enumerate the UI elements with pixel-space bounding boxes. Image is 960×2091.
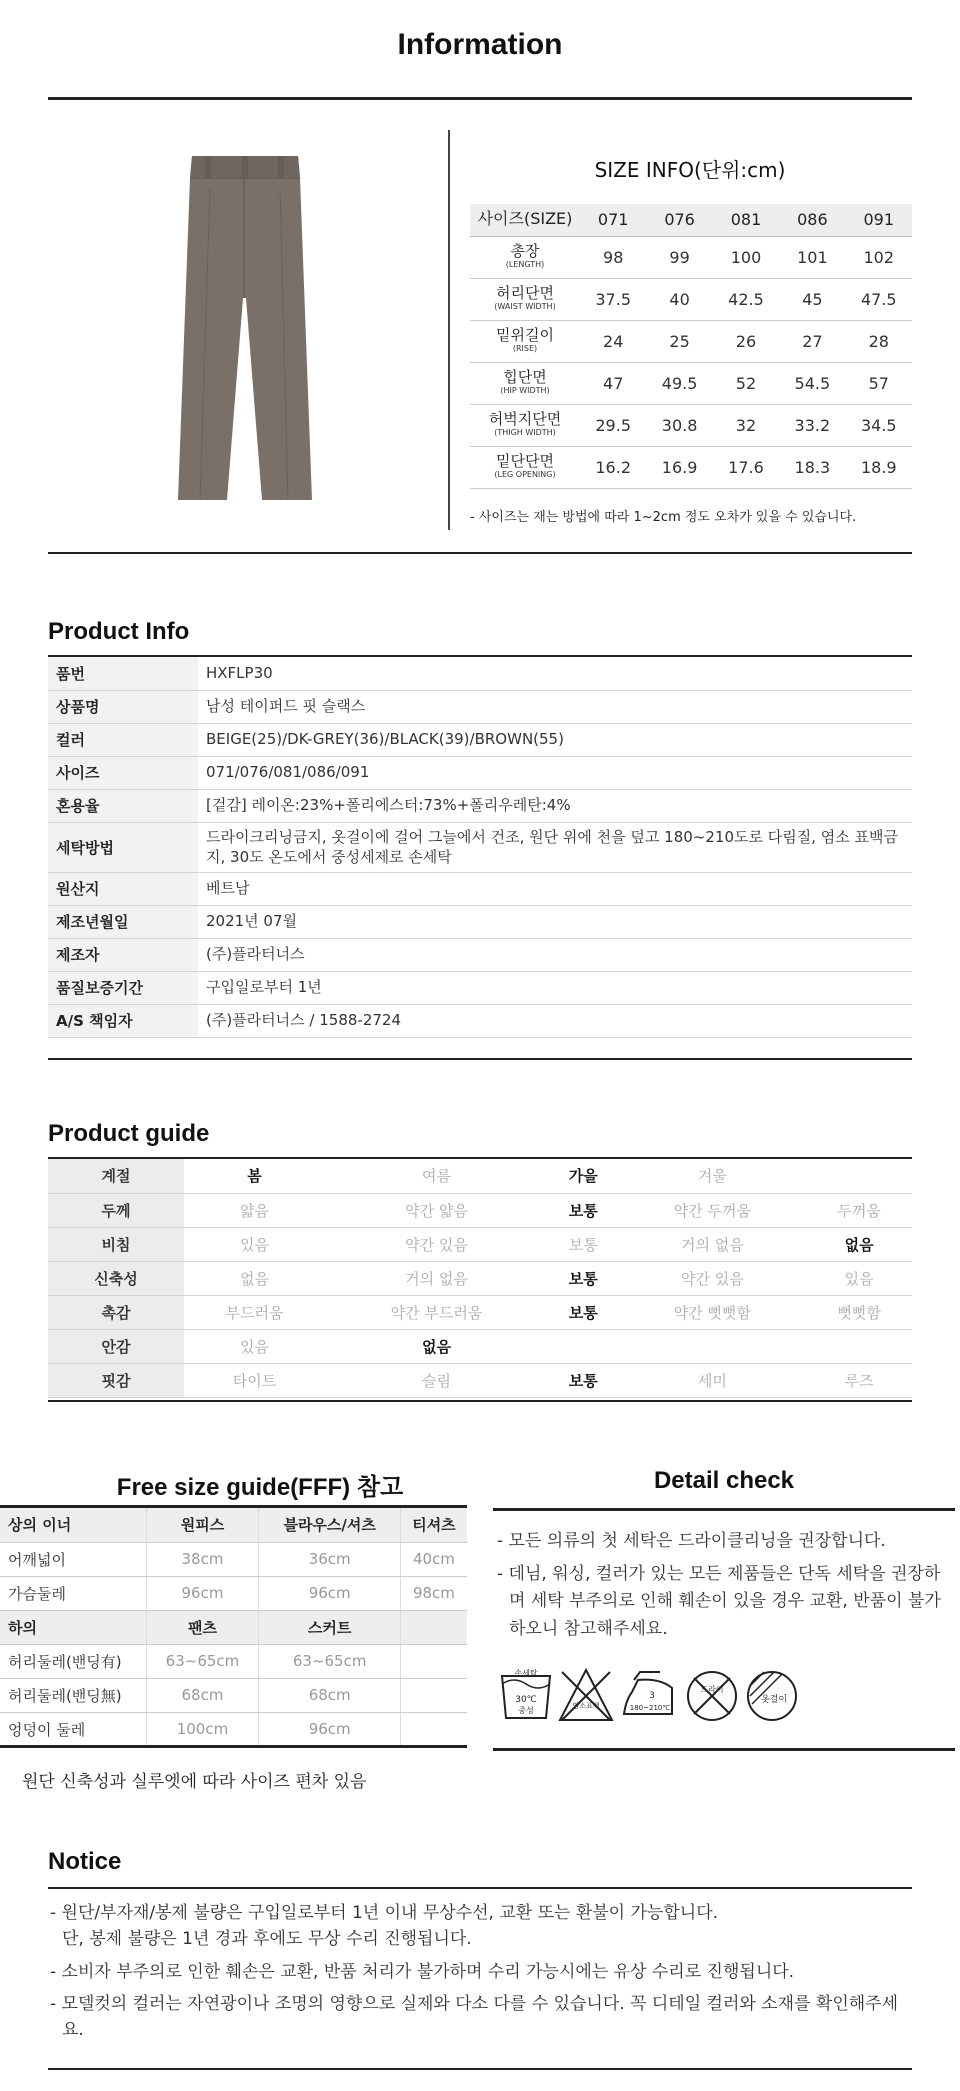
size-cell: 16.2 bbox=[580, 446, 646, 488]
guide-option: 보통 bbox=[548, 1227, 618, 1261]
iron-temp: 180~210℃ bbox=[629, 1704, 671, 1712]
free-size-cell: 티셔츠 bbox=[400, 1508, 467, 1542]
free-size-cell: 68cm bbox=[259, 1678, 400, 1712]
size-note: - 사이즈는 재는 방법에 따라 1~2cm 정도 오차가 있을 수 있습니다. bbox=[470, 510, 857, 525]
size-label-kr: 힙단면 bbox=[503, 368, 547, 387]
guide-option: 있음 bbox=[184, 1329, 325, 1363]
free-size-key: 하의 bbox=[0, 1610, 146, 1644]
detail-check-text bbox=[495, 1528, 955, 1649]
size-cell: 99 bbox=[646, 236, 712, 278]
size-label-en: (RISE) bbox=[512, 344, 538, 354]
guide-option: 슬림 bbox=[325, 1363, 548, 1397]
no-dry-label: 드라이 bbox=[700, 1685, 724, 1694]
size-label-kr: 총장 bbox=[510, 242, 540, 261]
guide-option: 타이트 bbox=[184, 1363, 325, 1397]
free-size-title: Free size guide(FFF) 참고 bbox=[116, 1474, 404, 1501]
info-row bbox=[48, 872, 912, 905]
size-row bbox=[470, 362, 912, 404]
shade-dry-label: 옷걸이 bbox=[760, 1695, 788, 1705]
free-size-cell: 100cm bbox=[146, 1712, 259, 1746]
guide-option: 약간 뻣뻣함 bbox=[618, 1295, 806, 1329]
size-cell: 98 bbox=[580, 236, 646, 278]
guide-option bbox=[806, 1159, 912, 1193]
free-size-cell: 96cm bbox=[259, 1576, 400, 1610]
divider bbox=[48, 2068, 912, 2070]
hand-wash-sub: 중성 bbox=[518, 1706, 534, 1715]
size-col: 076 bbox=[646, 204, 712, 236]
guide-option: 가을 bbox=[548, 1159, 618, 1193]
free-size-row bbox=[0, 1610, 467, 1644]
guide-row bbox=[48, 1295, 912, 1329]
info-row bbox=[48, 789, 912, 822]
free-size-key: 허리둘레(밴딩無) bbox=[0, 1678, 146, 1712]
guide-option bbox=[806, 1329, 912, 1363]
free-size-cell: 96cm bbox=[259, 1712, 400, 1746]
info-row bbox=[48, 1004, 912, 1037]
guide-option: 부드러움 bbox=[184, 1295, 325, 1329]
free-size-cell: 63~65cm bbox=[259, 1644, 400, 1678]
info-value: 2021년 07월 bbox=[198, 905, 912, 938]
product-info-title: Product Info bbox=[48, 618, 190, 645]
care-icons bbox=[500, 1666, 800, 1726]
size-col: 071 bbox=[580, 204, 646, 236]
free-size-key: 허리둘레(밴딩有) bbox=[0, 1644, 146, 1678]
free-size-cell bbox=[400, 1678, 467, 1712]
guide-option: 두꺼움 bbox=[806, 1193, 912, 1227]
size-label-kr: 밑단단면 bbox=[496, 452, 554, 471]
product-guide-title: Product guide bbox=[48, 1120, 210, 1147]
divider bbox=[48, 97, 912, 100]
info-key: 원산지 bbox=[48, 872, 198, 905]
divider bbox=[493, 1748, 955, 1751]
free-size-row bbox=[0, 1542, 467, 1576]
guide-option: 약간 두꺼움 bbox=[618, 1193, 806, 1227]
free-size-cell: 원피스 bbox=[146, 1508, 259, 1542]
vertical-divider bbox=[448, 130, 450, 530]
notice-item: - 원단/부자재/봉제 불량은 구입일로부터 1년 이내 무상수선, 교환 또는 환불이 가능합니다. bbox=[50, 1903, 719, 1923]
size-cell: 28 bbox=[846, 320, 912, 362]
info-row bbox=[48, 905, 912, 938]
divider bbox=[48, 1400, 912, 1402]
guide-option: 거의 없음 bbox=[325, 1261, 548, 1295]
free-size-cell: 96cm bbox=[146, 1576, 259, 1610]
size-cell: 45 bbox=[779, 278, 845, 320]
size-row bbox=[470, 278, 912, 320]
detail-check-title: Detail check bbox=[653, 1467, 795, 1494]
notice-item: - 소비자 부주의로 인한 훼손은 교환, 반품 처리가 불가하며 수리 가능시에는 유상 수리로 진행됩니다. bbox=[50, 1961, 795, 1982]
guide-option: 보통 bbox=[548, 1193, 618, 1227]
free-size-cell bbox=[400, 1712, 467, 1746]
size-label-en: (WAIST WIDTH) bbox=[494, 302, 556, 312]
size-label-kr: 밑위길이 bbox=[496, 326, 554, 345]
size-label-kr: 허벅지단면 bbox=[488, 410, 562, 429]
guide-option: 보통 bbox=[548, 1295, 618, 1329]
iron-num: 3 bbox=[649, 1691, 655, 1701]
product-info-table bbox=[48, 657, 912, 1038]
size-row-label bbox=[470, 446, 580, 488]
free-size-cell: 스커트 bbox=[259, 1610, 400, 1644]
divider bbox=[493, 1508, 955, 1511]
size-cell: 47.5 bbox=[846, 278, 912, 320]
shade-dry-icon bbox=[748, 1672, 796, 1720]
guide-key: 두께 bbox=[48, 1193, 184, 1227]
guide-option: 보통 bbox=[548, 1363, 618, 1397]
size-cell: 102 bbox=[846, 236, 912, 278]
size-cell: 27 bbox=[779, 320, 845, 362]
info-row bbox=[48, 723, 912, 756]
size-cell: 32 bbox=[713, 404, 779, 446]
info-key: 품질보증기간 bbox=[48, 971, 198, 1004]
divider bbox=[48, 1058, 912, 1060]
guide-option: 약간 부드러움 bbox=[325, 1295, 548, 1329]
no-dry-clean-icon bbox=[688, 1672, 736, 1720]
size-cell: 16.9 bbox=[646, 446, 712, 488]
guide-row bbox=[48, 1363, 912, 1397]
guide-option: 없음 bbox=[325, 1329, 548, 1363]
guide-option: 루즈 bbox=[806, 1363, 912, 1397]
info-value: 베트남 bbox=[198, 872, 912, 905]
info-row bbox=[48, 756, 912, 789]
info-value: BEIGE(25)/DK-GREY(36)/BLACK(39)/BROWN(55) bbox=[198, 723, 912, 756]
size-cell: 54.5 bbox=[779, 362, 845, 404]
info-row bbox=[48, 657, 912, 690]
size-row bbox=[470, 236, 912, 278]
info-key: 제조년월일 bbox=[48, 905, 198, 938]
size-cell: 29.5 bbox=[580, 404, 646, 446]
size-row-label bbox=[470, 362, 580, 404]
free-size-row bbox=[0, 1678, 467, 1712]
size-row bbox=[470, 404, 912, 446]
size-row-label bbox=[470, 404, 580, 446]
size-table-header bbox=[470, 204, 912, 236]
pants-product-image bbox=[170, 148, 320, 508]
guide-row bbox=[48, 1159, 912, 1193]
guide-option: 있음 bbox=[806, 1261, 912, 1295]
size-cell: 52 bbox=[713, 362, 779, 404]
info-row bbox=[48, 938, 912, 971]
info-key: 세탁방법 bbox=[48, 822, 198, 872]
guide-option: 봄 bbox=[184, 1159, 325, 1193]
guide-option: 약간 있음 bbox=[325, 1227, 548, 1261]
size-cell: 18.3 bbox=[779, 446, 845, 488]
free-size-cell: 40cm bbox=[400, 1542, 467, 1576]
size-cell: 100 bbox=[713, 236, 779, 278]
info-key: A/S 책임자 bbox=[48, 1004, 198, 1037]
free-size-note: 원단 신축성과 실루엣에 따라 사이즈 편차 있음 bbox=[22, 1772, 367, 1792]
size-col: 081 bbox=[713, 204, 779, 236]
guide-option: 거의 없음 bbox=[618, 1227, 806, 1261]
guide-option: 뻣뻣함 bbox=[806, 1295, 912, 1329]
detail-item: - 데님, 워싱, 컬러가 있는 모든 제품들은 단독 세탁을 권장하며 세탁 부주의로 인해 훼손이 있을 경우 교환, 반품이 불가하오니 참고해주세요. bbox=[497, 1564, 941, 1639]
size-cell: 18.9 bbox=[846, 446, 912, 488]
size-cell: 25 bbox=[646, 320, 712, 362]
size-cell: 17.6 bbox=[713, 446, 779, 488]
free-size-row bbox=[0, 1508, 467, 1542]
info-value: [겉감] 레이온:23%+폴리에스터:73%+폴리우레탄:4% bbox=[198, 789, 912, 822]
notice-item: 단, 봉제 불량은 1년 경과 후에도 무상 수리 진행됩니다. bbox=[62, 1929, 472, 1950]
guide-key: 계절 bbox=[48, 1159, 184, 1193]
guide-row bbox=[48, 1193, 912, 1227]
info-key: 상품명 bbox=[48, 690, 198, 723]
guide-option: 약간 있음 bbox=[618, 1261, 806, 1295]
size-cell: 37.5 bbox=[580, 278, 646, 320]
free-size-cell: 38cm bbox=[146, 1542, 259, 1576]
notice-item: - 모델컷의 컬러는 자연광이나 조명의 영향으로 실제와 다소 다를 수 있습니다. 꼭 디테일 컬러와 소재를 확인해주세요. bbox=[50, 1994, 899, 2041]
guide-option: 있음 bbox=[184, 1227, 325, 1261]
size-cell: 57 bbox=[846, 362, 912, 404]
free-size-key: 어깨넓이 bbox=[0, 1542, 146, 1576]
guide-row bbox=[48, 1329, 912, 1363]
info-row bbox=[48, 822, 912, 872]
info-key: 사이즈 bbox=[48, 756, 198, 789]
size-table bbox=[470, 204, 912, 489]
free-size-cell: 68cm bbox=[146, 1678, 259, 1712]
size-cell: 49.5 bbox=[646, 362, 712, 404]
info-value: 구입일로부터 1년 bbox=[198, 971, 912, 1004]
size-label-kr: 허리단면 bbox=[496, 284, 554, 303]
iron-icon bbox=[624, 1672, 672, 1714]
hand-wash-label: 손세탁 bbox=[514, 1669, 538, 1678]
notice-text bbox=[48, 1900, 912, 2050]
free-size-cell: 팬츠 bbox=[146, 1610, 259, 1644]
size-cell: 34.5 bbox=[846, 404, 912, 446]
guide-option: 얇음 bbox=[184, 1193, 325, 1227]
free-size-row bbox=[0, 1576, 467, 1610]
size-cell: 101 bbox=[779, 236, 845, 278]
info-row bbox=[48, 971, 912, 1004]
size-cell: 47 bbox=[580, 362, 646, 404]
size-info-title: SIZE INFO(단위:cm) bbox=[594, 158, 786, 182]
free-size-key: 엉덩이 둘레 bbox=[0, 1712, 146, 1746]
size-row bbox=[470, 320, 912, 362]
free-size-key: 가슴둘레 bbox=[0, 1576, 146, 1610]
guide-key: 안감 bbox=[48, 1329, 184, 1363]
guide-key: 신축성 bbox=[48, 1261, 184, 1295]
info-value: (주)플라터너스 bbox=[198, 938, 912, 971]
no-bleach-label: 염소표백 bbox=[572, 1702, 600, 1710]
guide-option: 보통 bbox=[548, 1261, 618, 1295]
size-row-label bbox=[470, 278, 580, 320]
size-cell: 33.2 bbox=[779, 404, 845, 446]
notice-title: Notice bbox=[48, 1848, 122, 1875]
free-size-key: 상의 이너 bbox=[0, 1508, 146, 1542]
product-guide-table bbox=[48, 1159, 912, 1398]
detail-item: - 모든 의류의 첫 세탁은 드라이클리닝을 권장합니다. bbox=[497, 1531, 886, 1551]
free-size-cell bbox=[400, 1610, 467, 1644]
size-label-en: (HIP WIDTH) bbox=[500, 386, 550, 396]
guide-option bbox=[548, 1329, 618, 1363]
guide-row bbox=[48, 1261, 912, 1295]
divider bbox=[48, 552, 912, 554]
info-value: 드라이크리닝금지, 옷걸이에 걸어 그늘에서 건조, 원단 위에 천을 덮고 180~210도로 다림질, 염소 표백금지, 30도 온도에서 중성세제로 손세탁 bbox=[198, 822, 912, 872]
guide-option: 여름 bbox=[325, 1159, 548, 1193]
page-title: Information bbox=[397, 28, 563, 61]
guide-key: 핏감 bbox=[48, 1363, 184, 1397]
divider bbox=[0, 1745, 467, 1748]
info-key: 컬러 bbox=[48, 723, 198, 756]
size-cell: 24 bbox=[580, 320, 646, 362]
hand-wash-temp: 30℃ bbox=[515, 1695, 537, 1705]
guide-option: 세미 bbox=[618, 1363, 806, 1397]
size-header-label: 사이즈(SIZE) bbox=[470, 204, 580, 236]
free-size-cell bbox=[400, 1644, 467, 1678]
size-col: 086 bbox=[779, 204, 845, 236]
free-size-cell: 블라우스/셔츠 bbox=[259, 1508, 400, 1542]
size-label-en: (LEG OPENING) bbox=[494, 470, 556, 480]
size-label-en: (LENGTH) bbox=[505, 260, 545, 270]
info-value: (주)플라터너스 / 1588-2724 bbox=[198, 1004, 912, 1037]
info-row bbox=[48, 690, 912, 723]
guide-option: 없음 bbox=[806, 1227, 912, 1261]
size-cell: 40 bbox=[646, 278, 712, 320]
free-size-table bbox=[0, 1508, 467, 1747]
guide-option: 약간 얇음 bbox=[325, 1193, 548, 1227]
free-size-cell: 98cm bbox=[400, 1576, 467, 1610]
guide-row bbox=[48, 1227, 912, 1261]
info-value: HXFLP30 bbox=[198, 657, 912, 690]
free-size-cell: 63~65cm bbox=[146, 1644, 259, 1678]
size-row bbox=[470, 446, 912, 488]
size-cell: 30.8 bbox=[646, 404, 712, 446]
size-cell: 26 bbox=[713, 320, 779, 362]
info-key: 제조자 bbox=[48, 938, 198, 971]
divider bbox=[48, 1887, 912, 1889]
hand-wash-icon bbox=[502, 1668, 550, 1718]
free-size-row bbox=[0, 1644, 467, 1678]
size-cell: 42.5 bbox=[713, 278, 779, 320]
size-label-en: (THIGH WIDTH) bbox=[494, 428, 556, 438]
info-key: 품번 bbox=[48, 657, 198, 690]
guide-option bbox=[618, 1329, 806, 1363]
size-row-label bbox=[470, 320, 580, 362]
free-size-cell: 36cm bbox=[259, 1542, 400, 1576]
size-row-label bbox=[470, 236, 580, 278]
guide-option: 없음 bbox=[184, 1261, 325, 1295]
info-value: 남성 테이퍼드 핏 슬랙스 bbox=[198, 690, 912, 723]
info-key: 혼용율 bbox=[48, 789, 198, 822]
info-value: 071/076/081/086/091 bbox=[198, 756, 912, 789]
free-size-row bbox=[0, 1712, 467, 1746]
guide-key: 촉감 bbox=[48, 1295, 184, 1329]
guide-key: 비침 bbox=[48, 1227, 184, 1261]
no-bleach-icon bbox=[560, 1670, 612, 1720]
size-col: 091 bbox=[846, 204, 912, 236]
guide-option: 겨울 bbox=[618, 1159, 806, 1193]
